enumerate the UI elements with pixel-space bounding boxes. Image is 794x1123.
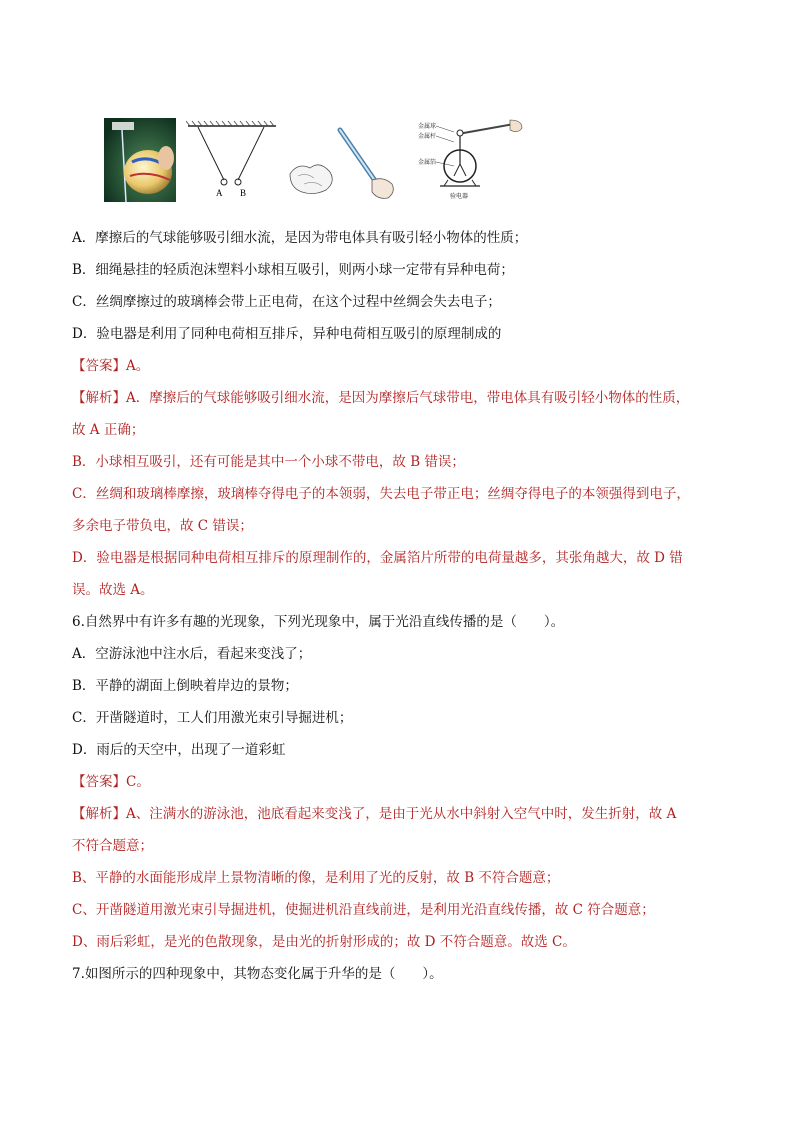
q6-analysis-line-2: 不符合题意； — [72, 838, 153, 854]
glass-rod-silk-drawing — [284, 118, 406, 202]
label-metal-rod: 金属杆 — [418, 133, 437, 140]
label-metal-ball: 金属球 — [418, 123, 437, 130]
label-metal-foil: 金属箔 — [418, 159, 437, 166]
q5-answer — [72, 356, 149, 376]
q5-option-c: C．丝绸摩擦过的玻璃棒会带上正电荷，在这个过程中丝绸会失去电子； — [72, 294, 501, 310]
q5-analysis-line-2: 故 A 正确； — [72, 422, 145, 438]
q6-analysis-line-5: D、雨后彩虹，是光的色散现象，是由光的折射形成的；故 D 不符合题意。故选 C。 — [72, 934, 576, 950]
q5-analysis-line-7: 误。故选 A。 — [72, 582, 154, 598]
q6-option-c: C．开凿隧道时，工人们用激光束引导掘进机； — [72, 710, 353, 726]
suspended-balls-diagram — [186, 118, 278, 202]
q5-analysis-line-6: D．验电器是根据同种电荷相互排斥的原理制作的，金属箔片所带的电荷量越多，其张角越大，故 D 错 — [72, 550, 683, 566]
analysis-tag: 【解析】 — [72, 390, 126, 406]
q5-option-a: A．摩擦后的气球能够吸引细水流，是因为带电体具有吸引轻小物体的性质； — [72, 230, 528, 246]
q5-analysis-line-3: B．小球相互吸引，还有可能是其中一个小球不带电，故 B 错误； — [72, 454, 465, 470]
q5-option-d: D．验电器是利用了同种电荷相互排斥，异种电荷相互吸引的原理制成的 — [72, 326, 502, 342]
electroscope-caption: 验电器 — [450, 193, 469, 200]
answer-value: C。 — [126, 774, 150, 790]
label-b: B — [240, 188, 247, 198]
q6-analysis-line-1: 【解析】A、注满水的游泳池，池底看起来变浅了，是由于光从水中斜射入空气中时，发生折射，故 A — [72, 806, 677, 822]
q5-analysis-line-1: 【解析】A．摩擦后的气球能够吸引细水流，是因为摩擦后气球带电，带电体具有吸引轻小物体的性质， — [72, 390, 690, 406]
q6-option-a: A．空游泳池中注水后，看起来变浅了； — [72, 646, 312, 662]
q6-option-d: D．雨后的天空中，出现了一道彩虹 — [72, 742, 286, 758]
q6-answer — [72, 772, 150, 792]
q5-option-b: B．细绳悬挂的轻质泡沫塑料小球相互吸引，则两小球一定带有异种电荷； — [72, 262, 514, 278]
balloon-photo — [104, 118, 176, 202]
q6-stem: 6.自然界中有许多有趣的光现象，下列光现象中，属于光沿直线传播的是（ ）。 — [72, 614, 565, 630]
q6-analysis-line-3: B、平静的水面能形成岸上景物清晰的像，是利用了光的反射，故 B 不符合题意； — [72, 870, 560, 886]
q5-analysis-line-4: C．丝绸和玻璃棒摩擦，玻璃棒夺得电子的本领弱，失去电子带正电；丝绸夺得电子的本领强得到电子， — [72, 486, 690, 502]
answer-tag: 【答案】 — [72, 358, 126, 374]
electroscope-diagram — [414, 118, 524, 202]
answer-value: A。 — [126, 358, 150, 374]
q5-analysis-line-5: 多余电子带负电，故 C 错误； — [72, 518, 253, 534]
analysis-tag: 【解析】 — [72, 806, 126, 822]
label-a: A — [216, 188, 223, 198]
answer-tag: 【答案】 — [72, 774, 126, 790]
q6-analysis-line-4: C、开凿隧道用激光束引导掘进机，使掘进机沿直线前进，是利用光沿直线传播，故 C 符合题意； — [72, 902, 655, 918]
q6-option-b: B．平静的湖面上倒映着岸边的景物； — [72, 678, 298, 694]
q7-stem: 7.如图所示的四种现象中，其物态变化属于升华的是（ ）。 — [72, 966, 443, 982]
figure-strip — [104, 118, 524, 202]
